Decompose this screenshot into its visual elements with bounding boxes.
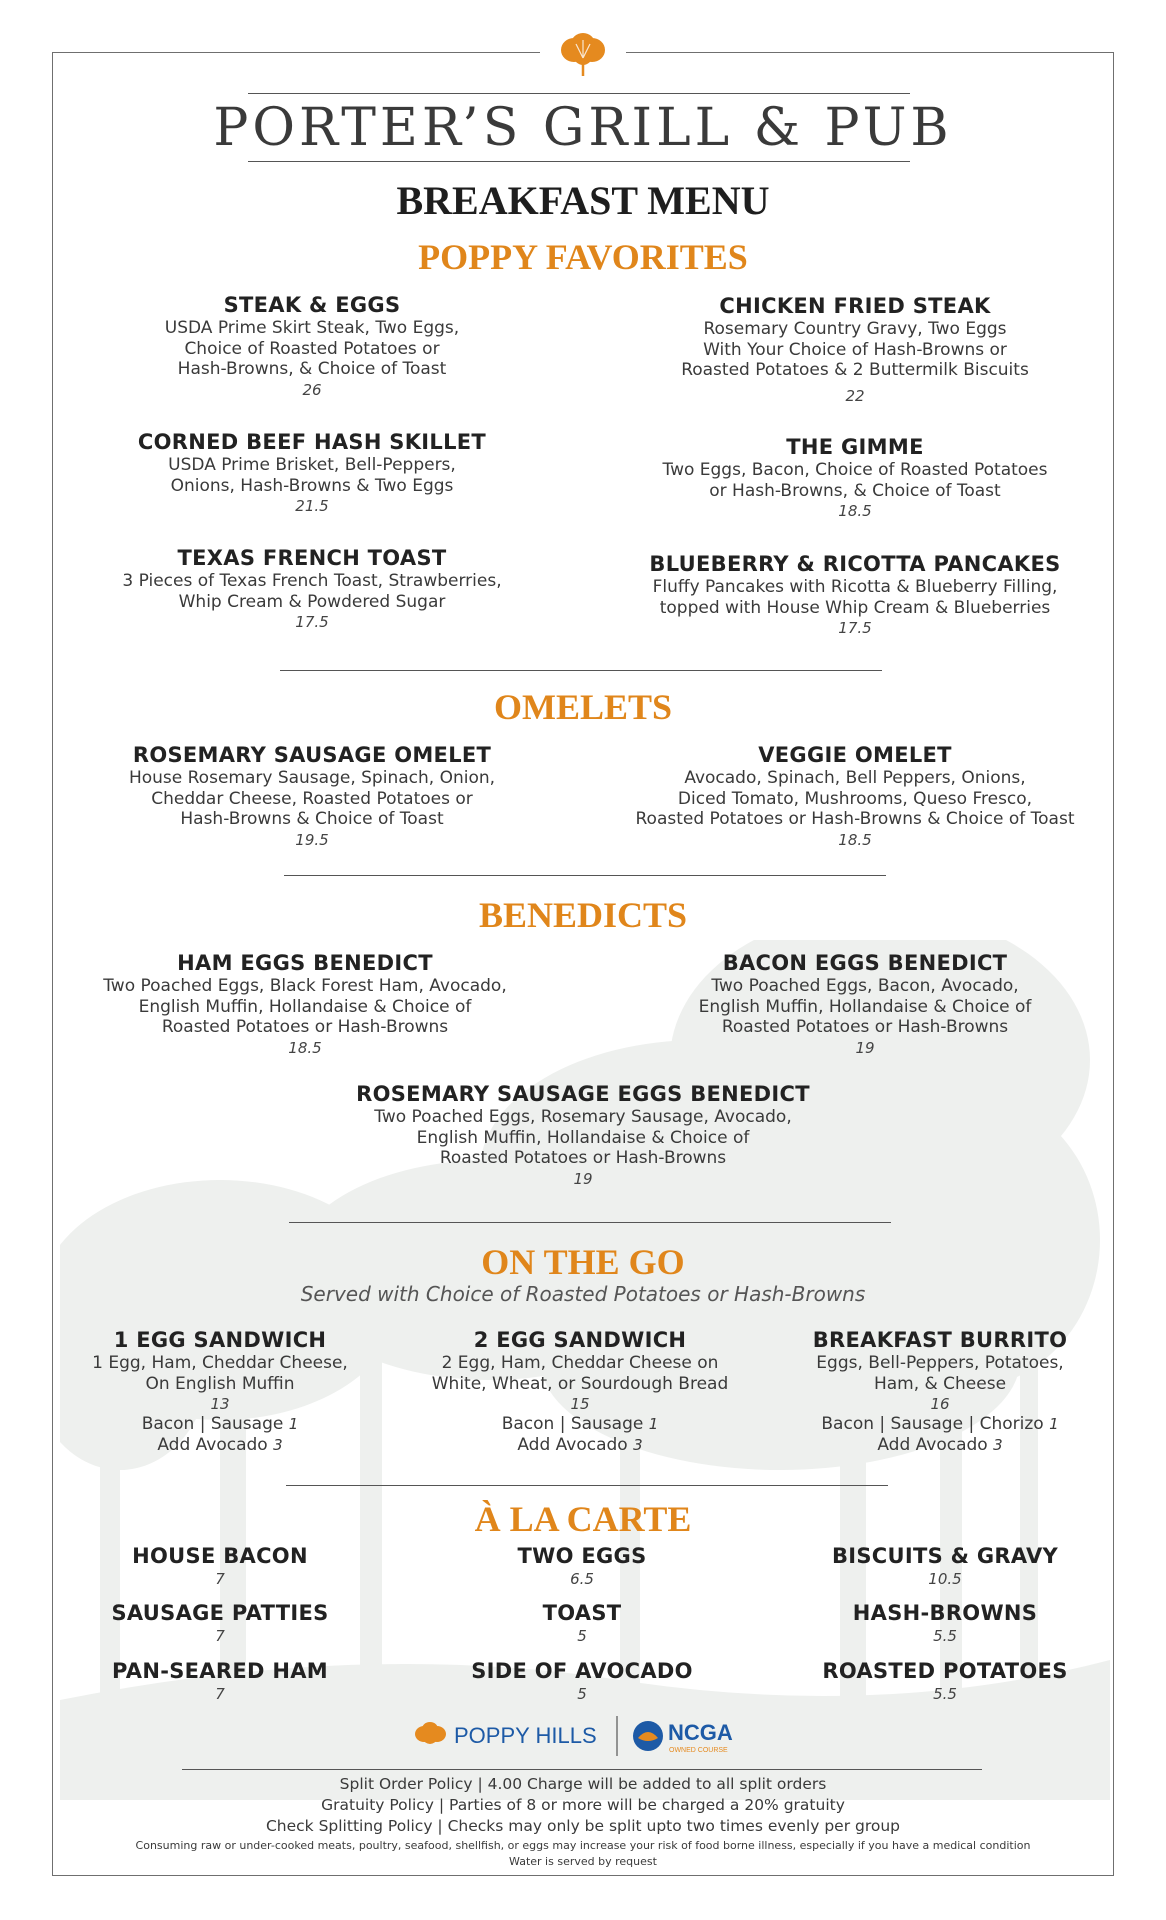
section-divider bbox=[289, 1222, 891, 1223]
ncga-subtext: OWNED COURSE bbox=[669, 1747, 728, 1754]
extra-price: 1 bbox=[648, 1415, 659, 1433]
item-description: Avocado, Spinach, Bell Peppers, Onions, Diced Tomato, Mushrooms, Queso Fresco, Roasted Potatoes or Hash-Browns & Choice of Toast bbox=[635, 768, 1075, 829]
item-extra bbox=[770, 1414, 1110, 1435]
item-name: SAUSAGE PATTIES bbox=[111, 1601, 329, 1625]
extra-price: 1 bbox=[288, 1415, 299, 1433]
item-price: 16 bbox=[930, 1395, 950, 1413]
menu-item bbox=[300, 1081, 866, 1189]
poppy-hills-logo bbox=[415, 1722, 597, 1748]
extra-price: 3 bbox=[633, 1435, 643, 1454]
item-name: ROSEMARY SAUSAGE OMELET bbox=[132, 743, 492, 767]
menu-item bbox=[82, 545, 542, 632]
menu-item bbox=[610, 293, 1100, 406]
item-name: BISCUITS & GRAVY bbox=[831, 1544, 1059, 1568]
menu-item bbox=[600, 742, 1110, 850]
item-price: 7 bbox=[215, 1570, 225, 1588]
item-description: House Rosemary Sausage, Spinach, Onion, Cheddar Cheese, Roasted Potatoes or Hash-Browns & Choice of Toast bbox=[128, 768, 496, 829]
item-description: Two Poached Eggs, Bacon, Avocado, English Muffin, Hollandaise & Choice of Roasted Potatoes or Hash-Browns bbox=[698, 976, 1032, 1037]
item-price: 10.5 bbox=[928, 1570, 962, 1588]
item-description: 2 Egg, Ham, Cheddar Cheese on White, Wheat, or Sourdough Bread bbox=[431, 1353, 729, 1394]
menu-item bbox=[810, 1600, 1080, 1646]
gratuity-policy: Gratuity Policy | Parties of 8 or more will be charged a 20% gratuity bbox=[321, 1796, 845, 1814]
poppy-flower-icon bbox=[558, 30, 608, 78]
ncga-text: NCGA bbox=[668, 1720, 733, 1745]
item-extra bbox=[400, 1435, 760, 1456]
item-description: Two Poached Eggs, Black Forest Ham, Avocado, English Muffin, Hollandaise & Choice of Roasted Potatoes or Hash-Browns bbox=[103, 976, 507, 1037]
item-price: 5 bbox=[577, 1627, 587, 1645]
extra-label: Bacon | Sausage bbox=[501, 1414, 649, 1434]
item-name: BACON EGGS BENEDICT bbox=[722, 951, 1008, 975]
sponsor-logos bbox=[412, 1714, 752, 1758]
section-title-omelets: OMELETS bbox=[493, 687, 673, 727]
title-rule-top bbox=[248, 93, 910, 94]
split-order-policy: Split Order Policy | 4.00 Charge will be added to all split orders bbox=[339, 1775, 827, 1793]
item-price: 26 bbox=[302, 380, 322, 399]
item-price: 19 bbox=[855, 1038, 875, 1057]
item-description: USDA Prime Brisket, Bell-Peppers, Onions, Hash-Browns & Two Eggs bbox=[168, 455, 456, 496]
menu-item bbox=[60, 950, 550, 1058]
section-title-on-the-go: ON THE GO bbox=[481, 1242, 685, 1282]
item-price: 5.5 bbox=[933, 1627, 957, 1645]
item-extra bbox=[50, 1414, 390, 1435]
section-divider bbox=[284, 875, 886, 876]
item-name: STEAK & EGGS bbox=[223, 293, 401, 317]
item-description: Two Eggs, Bacon, Choice of Roasted Potatoes or Hash-Browns, & Choice of Toast bbox=[662, 460, 1048, 501]
item-price: 7 bbox=[215, 1627, 225, 1645]
item-price: 19 bbox=[573, 1169, 593, 1188]
menu-item bbox=[600, 551, 1110, 638]
menu-item bbox=[452, 1600, 712, 1646]
food-safety-warning: Consuming raw or under-cooked meats, poultry, seafood, shellfish, or eggs may increase your risk of food borne illness, especially if you have a medical condition bbox=[135, 1839, 1031, 1852]
check-splitting-policy: Check Splitting Policy | Checks may only be split upto two times evenly per group bbox=[265, 1817, 901, 1835]
item-price: 15 bbox=[570, 1395, 590, 1413]
menu-item bbox=[810, 1658, 1080, 1704]
menu-item bbox=[82, 742, 542, 850]
item-name: TWO EGGS bbox=[517, 1544, 647, 1568]
item-description: Two Poached Eggs, Rosemary Sausage, Avocado, English Muffin, Hollandaise & Choice of Roasted Potatoes or Hash-Browns bbox=[374, 1107, 792, 1168]
menu-item bbox=[452, 1658, 712, 1704]
menu-item bbox=[50, 1327, 390, 1455]
item-name: VEGGIE OMELET bbox=[758, 743, 952, 767]
section-subtitle: Served with Choice of Roasted Potatoes or Hash-Browns bbox=[300, 1282, 866, 1306]
menu-item bbox=[610, 434, 1100, 521]
item-name: TOAST bbox=[542, 1601, 622, 1625]
menu-item bbox=[90, 1600, 350, 1646]
item-price: 18.5 bbox=[288, 1038, 322, 1057]
item-description: USDA Prime Skirt Steak, Two Eggs, Choice of Roasted Potatoes or Hash-Browns, & Choice of Toast bbox=[164, 318, 460, 379]
menu-item bbox=[92, 429, 532, 516]
item-name: ROASTED POTATOES bbox=[822, 1659, 1068, 1683]
item-extra bbox=[770, 1435, 1110, 1456]
menu-title: BREAKFAST MENU bbox=[396, 178, 770, 223]
extra-price: 3 bbox=[273, 1435, 283, 1454]
item-name: 1 EGG SANDWICH bbox=[113, 1328, 327, 1352]
item-price: 17.5 bbox=[838, 619, 872, 637]
section-title-benedicts: BENEDICTS bbox=[478, 895, 688, 935]
item-price: 6.5 bbox=[570, 1570, 594, 1588]
item-description: 1 Egg, Ham, Cheddar Cheese, On English Muffin bbox=[92, 1353, 348, 1394]
restaurant-name: PORTER’S GRILL & PUB bbox=[213, 98, 953, 158]
extra-label: Add Avocado bbox=[157, 1434, 274, 1455]
poppy-hills-text: POPPY HILLS bbox=[454, 1723, 597, 1748]
water-note: Water is served by request bbox=[509, 1855, 657, 1868]
item-name: 2 EGG SANDWICH bbox=[473, 1328, 687, 1352]
item-name: HASH-BROWNS bbox=[852, 1601, 1038, 1625]
menu-item bbox=[770, 1327, 1110, 1455]
section-divider bbox=[280, 670, 882, 671]
item-name: TEXAS FRENCH TOAST bbox=[177, 546, 447, 570]
menu-item bbox=[90, 1658, 350, 1704]
item-name: ROSEMARY SAUSAGE EGGS BENEDICT bbox=[356, 1082, 810, 1106]
item-description: Rosemary Country Gravy, Two Eggs With Your Choice of Hash-Browns or Roasted Potatoes & 2 Buttermilk Biscuits bbox=[681, 319, 1029, 380]
menu-item bbox=[92, 292, 532, 400]
item-price: 7 bbox=[215, 1685, 225, 1703]
item-name: SIDE OF AVOCADO bbox=[471, 1659, 693, 1683]
item-name: THE GIMME bbox=[786, 435, 924, 459]
item-extra bbox=[50, 1435, 390, 1456]
item-price: 22 bbox=[845, 386, 865, 405]
extra-price: 1 bbox=[1049, 1415, 1059, 1433]
ncga-logo bbox=[633, 1720, 733, 1754]
menu-item bbox=[810, 1543, 1080, 1589]
item-name: HOUSE BACON bbox=[132, 1544, 308, 1568]
item-description: Eggs, Bell-Peppers, Potatoes, Ham, & Cheese bbox=[816, 1353, 1064, 1394]
item-price: 5 bbox=[577, 1685, 587, 1703]
item-description: 3 Pieces of Texas French Toast, Strawberries, Whip Cream & Powdered Sugar bbox=[122, 571, 502, 612]
footer-divider bbox=[182, 1769, 982, 1770]
section-title-favorites: POPPY FAVORITES bbox=[418, 237, 748, 277]
item-price: 18.5 bbox=[838, 502, 872, 520]
title-rule-bottom bbox=[248, 161, 910, 162]
item-price: 18.5 bbox=[838, 830, 872, 849]
item-name: HAM EGGS BENEDICT bbox=[177, 951, 433, 975]
item-name: BLUEBERRY & RICOTTA PANCAKES bbox=[649, 552, 1061, 576]
extra-label: Bacon | Sausage bbox=[141, 1414, 289, 1434]
item-price: 13 bbox=[210, 1395, 230, 1413]
section-divider bbox=[286, 1485, 888, 1486]
extra-label: Add Avocado bbox=[517, 1434, 634, 1455]
item-description: Fluffy Pancakes with Ricotta & Blueberry Filling, topped with House Whip Cream & Blueberries bbox=[652, 577, 1058, 618]
extra-label: Add Avocado bbox=[877, 1434, 994, 1455]
menu-item bbox=[400, 1327, 760, 1455]
menu-item bbox=[620, 950, 1110, 1058]
menu-item bbox=[90, 1543, 350, 1589]
item-name: CORNED BEEF HASH SKILLET bbox=[137, 430, 487, 454]
extra-price: 3 bbox=[993, 1435, 1003, 1454]
item-name: PAN-SEARED HAM bbox=[112, 1659, 328, 1683]
menu-item bbox=[452, 1543, 712, 1589]
extra-label: Bacon | Sausage | Chorizo bbox=[821, 1414, 1050, 1434]
poppy-flower-icon bbox=[415, 1722, 446, 1744]
item-price: 19.5 bbox=[295, 830, 329, 849]
item-extra bbox=[400, 1414, 760, 1435]
item-name: BREAKFAST BURRITO bbox=[812, 1328, 1068, 1352]
item-price: 17.5 bbox=[295, 613, 329, 631]
section-title-a-la-carte: À LA CARTE bbox=[474, 1499, 692, 1539]
item-name: CHICKEN FRIED STEAK bbox=[719, 294, 991, 318]
item-price: 21.5 bbox=[295, 497, 329, 515]
item-price: 5.5 bbox=[933, 1685, 957, 1703]
